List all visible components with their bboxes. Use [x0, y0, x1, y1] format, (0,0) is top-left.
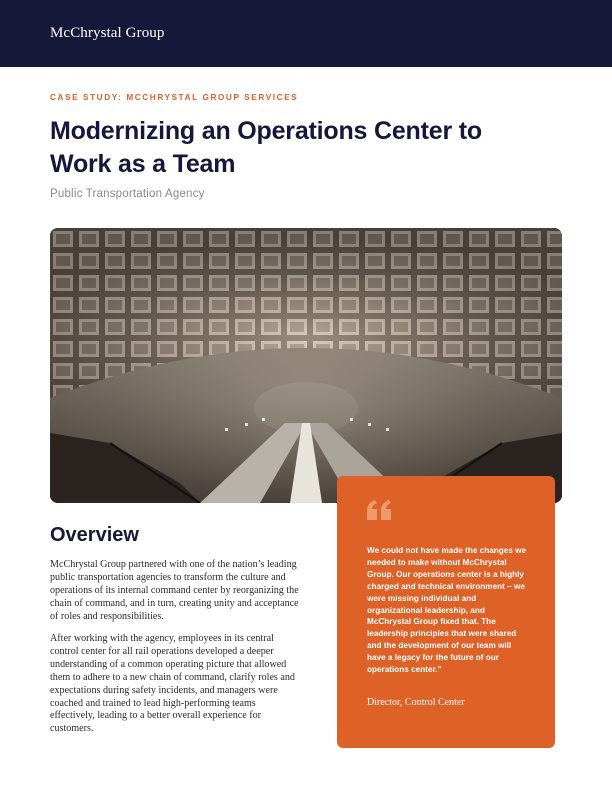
subway-station-photo	[50, 228, 562, 503]
overview-paragraph-2: After working with the agency, employees in its central control center for all rail operations developed a deeper understanding of a common operating picture that allowed them to adhere to a new chain of command, clarify roles and expectations during safety incidents, and managers were coached and trained to lead high-performing teams effectively, leading to a better overall experience for customers.	[50, 633, 295, 735]
hero-image	[50, 228, 562, 503]
quote-mark-icon	[367, 500, 393, 520]
testimonial-attribution: Director, Control Center	[367, 697, 465, 708]
overview-heading: Overview	[50, 524, 139, 546]
testimonial-card	[337, 476, 555, 748]
company-logo: McChrystal Group	[50, 25, 165, 41]
header-bar	[0, 0, 612, 67]
testimonial-text: We could not have made the changes we needed to make without McChrystal Group. Our operations center is a highly charged and technical environment – we were missing individual and organizational leadership, and McChrystal Group fixed that. The leadership principles that were shared and the development of our team will have a legacy for the future of our operations center.”	[367, 546, 527, 675]
overview-paragraph-1: McChrystal Group partnered with one of the nation’s leading public transportation agencies to transform the culture and operations of its internal command center by reorganizing the chain of command, and in turn, creating unity and acceptance of roles and responsibilities.	[50, 559, 299, 622]
case-study-eyebrow: CASE STUDY: MCCHRYSTAL GROUP SERVICES	[50, 93, 299, 102]
page-subtitle: Public Transportation Agency	[50, 188, 205, 200]
page-title: Modernizing an Operations Center to Work as a Team	[50, 117, 482, 178]
